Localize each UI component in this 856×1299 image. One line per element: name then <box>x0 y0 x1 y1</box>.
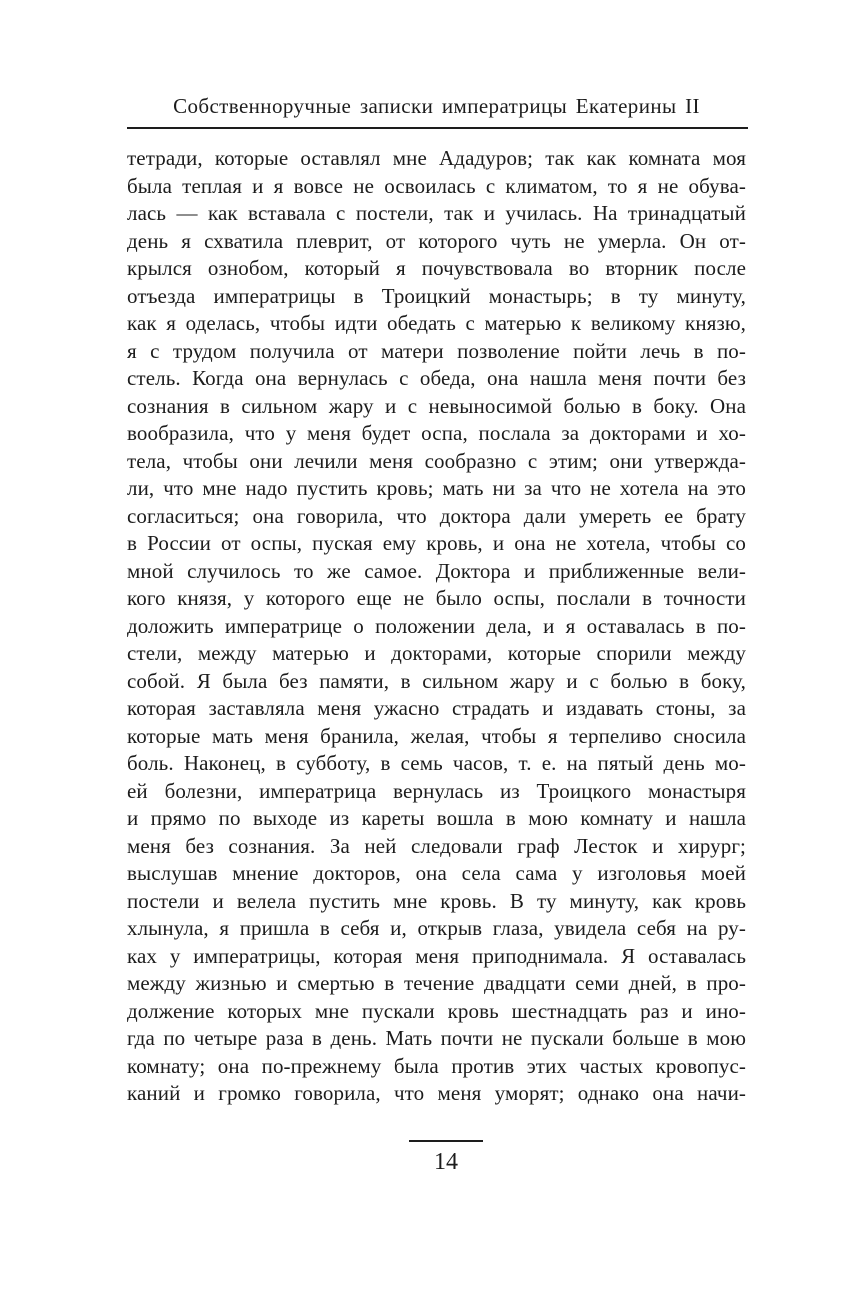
text-line: собой. Я была без памяти, в сильном жару и с болью в боку, <box>127 668 746 693</box>
text-line: гда по четыре раза в день. Мать почти не пускали больше в мою <box>127 1026 746 1050</box>
text-line: крылся ознобом, который я почувствовала во вторник после <box>127 256 746 280</box>
text-line: отъезда императрицы в Троицкий монастырь; в ту минуту, <box>127 283 746 308</box>
text-line: стель. Когда она вернулась с обеда, она нашла меня почти без <box>127 366 746 390</box>
text-line: тетради, которые оставлял мне Ададуров; так как комната моя <box>127 146 746 170</box>
text-line: ей болезни, императрица вернулась из Троицкого монастыря <box>127 778 746 803</box>
text-line: кого князя, у которого еще не было оспы, послали в точности <box>127 586 746 610</box>
text-line: ли, что мне надо пустить кровь; мать ни за что не хотела на это <box>127 476 746 500</box>
text-line: доложить императрице о положении дела, и я оставалась в по- <box>127 613 746 638</box>
text-line: и прямо по выходе из кареты вошла в мою комнату и нашла <box>127 806 746 830</box>
text-line: каний и громко говорила, что меня уморят; однако она начи- <box>127 1081 746 1105</box>
footer-rule <box>409 1140 483 1142</box>
text-line: я с трудом получила от матери позволение пойти лечь в по- <box>127 338 746 363</box>
text-line: ках у императрицы, которая меня приподнимала. Я оставалась <box>127 943 746 968</box>
text-line: в России от оспы, пуская ему кровь, и она не хотела, чтобы со <box>127 531 746 555</box>
text-line: должение которых мне пускали кровь шестнадцать раз и ино- <box>127 998 746 1023</box>
header-rule <box>127 127 748 129</box>
text-line: выслушав мнение докторов, она села сама у изголовья моей <box>127 861 746 885</box>
text-line: комнату; она по-прежнему была против этих частых кровопус- <box>127 1053 746 1078</box>
text-line: между жизнью и смертью в течение двадцати семи дней, в про- <box>127 971 746 995</box>
page-number: 14 <box>434 1149 458 1175</box>
text-line: как я оделась, чтобы идти обедать с матерью к великому князю, <box>127 311 746 335</box>
text-line: была теплая и я вовсе не освоилась с климатом, то я не обува- <box>127 173 746 198</box>
text-line: сознания в сильном жару и с невыносимой болью в боку. Она <box>127 393 746 418</box>
text-line: тела, чтобы они лечили меня сообразно с этим; они утвержда- <box>127 448 746 473</box>
text-line: лась — как вставала с постели, так и училась. На тринадцатый <box>127 201 746 225</box>
running-head-title: Собственноручные записки императрицы Екатерины II <box>173 94 700 118</box>
text-line: боль. Наконец, в субботу, в семь часов, т. е. на пятый день мо- <box>127 751 746 775</box>
text-line: день я схватила плеврит, от которого чуть не умерла. Он от- <box>127 228 746 253</box>
body-text <box>127 145 746 1108</box>
text-line: согласиться; она говорила, что доктора дали умереть ее брату <box>127 503 746 528</box>
text-line: которая заставляла меня ужасно страдать и издавать стоны, за <box>127 696 746 720</box>
text-line: которые мать меня бранила, желая, чтобы я терпеливо сносила <box>127 723 746 748</box>
text-line: хлынула, я пришла в себя и, открыв глаза, увидела себя на ру- <box>127 916 746 940</box>
text-line: меня без сознания. За ней следовали граф Лесток и хирург; <box>127 833 746 858</box>
text-line: вообразила, что у меня будет оспа, послала за докторами и хо- <box>127 421 746 445</box>
text-line: мной случилось то же самое. Доктора и приближенные вели- <box>127 558 746 583</box>
text-line: постели и велела пустить мне кровь. В ту минуту, как кровь <box>127 888 746 913</box>
text-line: стели, между матерью и докторами, которые спорили между <box>127 641 746 665</box>
